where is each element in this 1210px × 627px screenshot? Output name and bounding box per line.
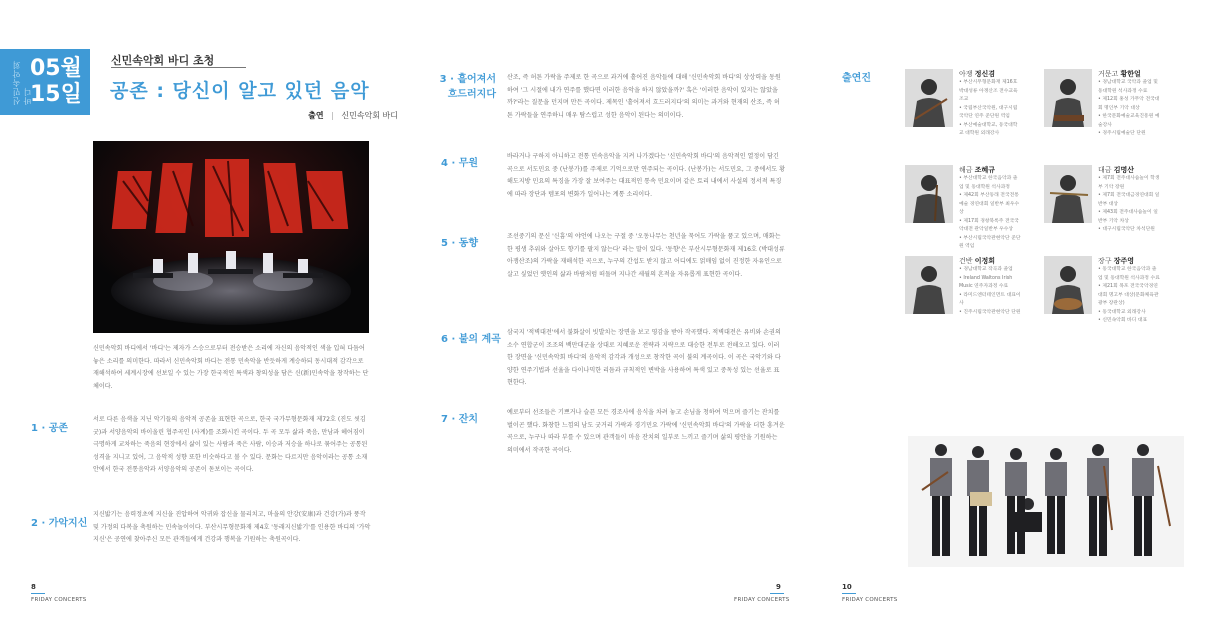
section-label-5: 5 · 동향 xyxy=(441,238,479,249)
page-number-9: 9 xyxy=(776,583,781,591)
cast-item: • 제17회 경창북록주 전국국악대전 관악일반부 우수상 xyxy=(959,218,1019,232)
stage-photo xyxy=(93,141,369,333)
cast-name-5 xyxy=(959,256,995,266)
date-badge xyxy=(0,49,90,115)
cast-photo-2 xyxy=(1044,69,1092,127)
cast-photo-3 xyxy=(905,165,953,223)
section-text-4: 바라거나 구하지 아니하고 전통 민속음악을 지켜 나가겠다는 '신민속악회 바디'의 음악적인 열정이 담긴 곡으로 서도민요 중 (난봉가)를 주제로 기억으로만 연주되는 곡이다. (난봉가)는 서도민요, 그 중에서도 황해도지방 민요의 특징을 가장 잘 보여주는 대표적인 통속 민요이며 같은 토리 내에서 사설의 정서적 특징에 따라 장단과 템포의 변화가 일어나는 계통 소리이다. xyxy=(507,153,785,198)
cast-photo-5 xyxy=(905,256,953,314)
cast-item: • 부산시무형문화재 제16호 박대성류 아쟁산조 전수교육조교 xyxy=(959,80,1018,102)
cast-item: • 제42회 부산동래 전국전통예술 경연대회 일반부 최우수상 xyxy=(959,193,1020,215)
cast-item: • 동국대학교 외래강사 xyxy=(1098,309,1146,315)
page-rule-9 xyxy=(770,593,784,594)
cast-heading: 출연진 xyxy=(842,73,871,84)
date-month: 05월 xyxy=(30,56,82,81)
section-label-1: 1 · 공존 xyxy=(31,423,69,434)
cast-desc-1 xyxy=(959,79,1021,139)
cast-item: • 제7회 전국대금경연대회 일반부 대상 xyxy=(1098,193,1160,207)
page-number-10: 10 xyxy=(842,583,852,591)
section-text-2: 지신밟기는 음력정초에 지신을 진압하여 악귀와 잡신을 물리치고, 마을의 안강(安康)과 건강(가)과 풍작 및 가정의 다복을 축원하는 민속놀이이다. 부산시무형문화재 제4호 '동래지신밟기'를 인용한 바디의 '가악지신'은 공연에 찾아주신 모든 관객들에게 건강과 행복을 기원하는 축원곡이다. xyxy=(93,511,371,543)
cast-item: • 제7회 전주대사습놀이 학생부 기악 장원 xyxy=(1098,176,1160,190)
page-title: 공존 : 당신이 알고 있던 음악 xyxy=(110,80,370,102)
performer-line xyxy=(308,110,398,121)
cast-item: • 라미드엔터테인먼트 대표이사 xyxy=(959,292,1021,306)
cast-name-1 xyxy=(959,69,995,79)
section-label-6: 6 · 불의 계곡 xyxy=(441,334,501,345)
section-label-7: 7 · 잔치 xyxy=(441,414,479,425)
group-photo-graphic xyxy=(908,436,1184,567)
cast-person-6: 장주영 xyxy=(1113,257,1135,265)
cast-desc-6 xyxy=(1098,266,1160,326)
cast-item: • 경남대학교 국악과 졸업 및 동대학원 석사과정 수료 xyxy=(1098,80,1158,94)
cast-role-6: 장구 xyxy=(1098,257,1112,265)
cast-name-3 xyxy=(959,165,995,175)
page-number-8: 8 xyxy=(31,583,36,591)
cast-desc-5 xyxy=(959,266,1021,317)
page-label-9: FRIDAY CONCERTS xyxy=(734,597,790,603)
stage-photo-graphic xyxy=(93,141,369,333)
cast-item: • 제12회 홍성 가무악 전국대회 명인부 기악 대상 xyxy=(1098,97,1160,111)
cast-item: • 국립부산국악원, 대구시립국악단 연주 준단원 역임 xyxy=(959,105,1018,119)
cast-photo-1 xyxy=(905,69,953,127)
cast-role-4: 대금 xyxy=(1098,166,1112,174)
section-label-4: 4 · 무원 xyxy=(441,158,479,169)
section-text-3: 산조, 즉 허튼 가락을 주제로 한 곡으로 과거에 흩어진 음악들에 대해 '신민속악회 바디'의 상상력을 동원하여 '그 시절에 내가 연주를 했다면 이러한 음악을 하지 않았을까?' 혹은 '이러한 음악이 있지는 않았을까?'라는 질문을 던지며 만든 곡이다. 제목인 '흩어져서 흐드러지다'의 의미는 과거와 현재의 산조, 즉 허튼 가락들을 연주하니 매우 탐스럽고 성한 음악이 된다는 의미이다. xyxy=(507,74,781,119)
cast-item: • 한국문화예술교육진흥원 예술강사 xyxy=(1098,114,1160,128)
cast-person-4: 김명산 xyxy=(1113,166,1135,174)
series-divider xyxy=(111,67,246,68)
section-text-5: 조선중기의 문신 '신흠'의 야언에 나오는 구절 중 '오동나무는 천년을 묵어도 가락을 품고 있으며, 매화는 한 평생 추위와 살아도 향기를 팔지 않는다' 라는 말이 있다. '동향'은 부산시무형문화재 제16호 (박대성류아쟁산조)의 가락을 재해석한 곡으로, 누구의 간섭도 받지 않고 어디에도 얽매임 없이 진정한 자유인으로 살고 싶었던 옛인의 삶과 바람처럼 떠돌며 지나간 세월의 흔적을 자유롭게 표현한 곡이다. xyxy=(507,233,785,278)
performer-label: 출연 xyxy=(308,111,324,120)
performer-separator: | xyxy=(331,111,334,120)
section-text-6: 삼국지 '적벽대전'에서 불화살이 빗발치는 장면을 보고 영감을 받아 작곡했다. 적벽대전은 유비와 손권의 소수 연합군이 조조의 백만대군을 상대로 지혜로운 전략과 지략으로 대승한 전투로 전해오고 있다. 이러한 장면을 '신민속악회 바디'의 음악적 감각과 개성으로 창작한 곡이 불의 계곡이다. 이 곡은 국악기와 다양한 연주기법과 선율을 다이나믹한 리듬과 규칙적인 변박을 사용하여 특색 있고 중독성 있는 선율로 표현한다. xyxy=(507,329,781,386)
cast-person-1: 정신겸 xyxy=(974,70,996,78)
cast-role-2: 거문고 xyxy=(1098,70,1119,78)
series-title: 신민속악회 바디 초청 xyxy=(111,54,215,67)
section-label-2: 2 · 가악지신 xyxy=(31,518,88,529)
cast-role-1: 아쟁 xyxy=(959,70,973,78)
cast-person-3: 조혜규 xyxy=(974,166,996,174)
cast-item: • 경주시립예술단 단원 xyxy=(1098,131,1146,136)
section-label-3 xyxy=(432,72,496,102)
cast-item: • 제21회 목포 전국국악경연대회 명고부 대상(문화체육관광부 장관상) xyxy=(1098,284,1159,306)
section-text-7: 예로부터 선조들은 기쁘거나 슬픈 모든 경조사에 음식을 차려 놓고 손님을 청하여 먹으며 즐기는 잔치를 벌이곤 했다. 화창한 느낌의 남도 굿거리 가락과 경기민요 가락에 '신민속악회 바디'의 가락을 더한 흥겨운 곡으로, 누구나 따라 부를 수 있으며 관객들이 마음 잔치의 일부로 느끼고 즐기며 삶의 평안을 기원하는 의미에서 작곡한 곡이다. xyxy=(507,409,785,454)
cast-desc-2 xyxy=(1098,79,1160,139)
cast-person-5: 이정희 xyxy=(974,257,996,265)
section-label-3-line1: 3 · 흩어져서 xyxy=(439,74,496,85)
cast-item: • 부산대학교 한국음악과 졸업 및 동대학원 석사과정 xyxy=(959,176,1018,190)
cast-role-5: 건반 xyxy=(959,257,973,265)
cast-photo-6 xyxy=(1044,256,1092,314)
date-day: 15일 xyxy=(30,82,82,107)
cast-role-3: 해금 xyxy=(959,166,973,174)
page-label-8: FRIDAY CONCERTS xyxy=(31,597,87,603)
intro-paragraph: 신민속악회 바디에서 '바디'는 제자가 스승으로부터 전승받은 소리에 자신의 음악적인 색을 입혀 다듬어 놓은 소리를 의미한다. 따라서 신민속악회 바디는 전통 민속악을 반듯하게 계승하되 동시대적 감각으로 재해석하여 세계시장에 선보일 수 있는 가장 한국적인 특색과 창의성을 담은 신(新)민속악을 창작하는 단체이다. xyxy=(93,345,369,390)
cast-desc-3 xyxy=(959,175,1021,252)
cast-photo-4 xyxy=(1044,165,1092,223)
cast-name-6 xyxy=(1098,256,1134,266)
cast-item: • 신민속악회 바디 대표 xyxy=(1098,318,1148,323)
cast-item: • 부산시립국악관현악단 준단원 역임 xyxy=(959,235,1021,249)
cast-name-4 xyxy=(1098,165,1134,175)
cast-name-2 xyxy=(1098,69,1141,79)
page-rule-8 xyxy=(31,593,45,594)
cast-person-2: 황한얼 xyxy=(1120,70,1141,78)
cast-item: • 제43회 전주대사습놀이 일반부 기악 차상 xyxy=(1098,210,1158,224)
section-label-3-line2: 흐드러지다 xyxy=(447,89,496,100)
cast-item: • 대구시립국악단 차석단원 xyxy=(1098,227,1155,232)
cast-item: • 동국대학교 한국음악과 졸업 및 동대학원 석사과정 수료 xyxy=(1098,267,1160,281)
section-text-1: 서로 다른 음색을 지닌 악기들의 음악적 공존을 표현한 곡으로, 한국 국가무형문화재 제72호 (진도 씻김굿)과 서양음악의 바이올린 협주곡인 (사계)를 조화시킨 곡이다. 두 곡 모두 삶과 죽음, 만남과 헤어짐이 극명하게 교차하는 죽음의 현장에서 삶이 있는 사람과 죽은 사람, 이승과 저승을 하나로 묶어주는 공통된 성격을 지니고 있어, 그 음악적 성향 또한 비슷하다고 볼 수 있다. 문화는 다르지만 음악이라는 공통 소재 안에서 한국 전통음악과 서양음악의 공존이 돋보이는 곡이다. xyxy=(93,416,368,473)
page-label-10: FRIDAY CONCERTS xyxy=(842,597,898,603)
cast-item: • 진주시립국악관현악단 단원 xyxy=(959,309,1021,315)
page-rule-10 xyxy=(842,593,856,594)
date-badge-caption: 신민속악회 바디 xyxy=(12,60,32,105)
cast-desc-4 xyxy=(1098,175,1160,235)
performer-value: 신민속악회 바디 xyxy=(341,111,398,120)
cast-item: • 부산예술대학교, 동국대학교 대학원 외래강사 xyxy=(959,122,1018,136)
group-photo xyxy=(908,436,1184,567)
cast-item: • 경남대학교 작곡과 졸업 xyxy=(959,267,1013,272)
cast-item: • Ireland Waltons Irish Music 연주자과정 수료 xyxy=(959,275,1013,289)
